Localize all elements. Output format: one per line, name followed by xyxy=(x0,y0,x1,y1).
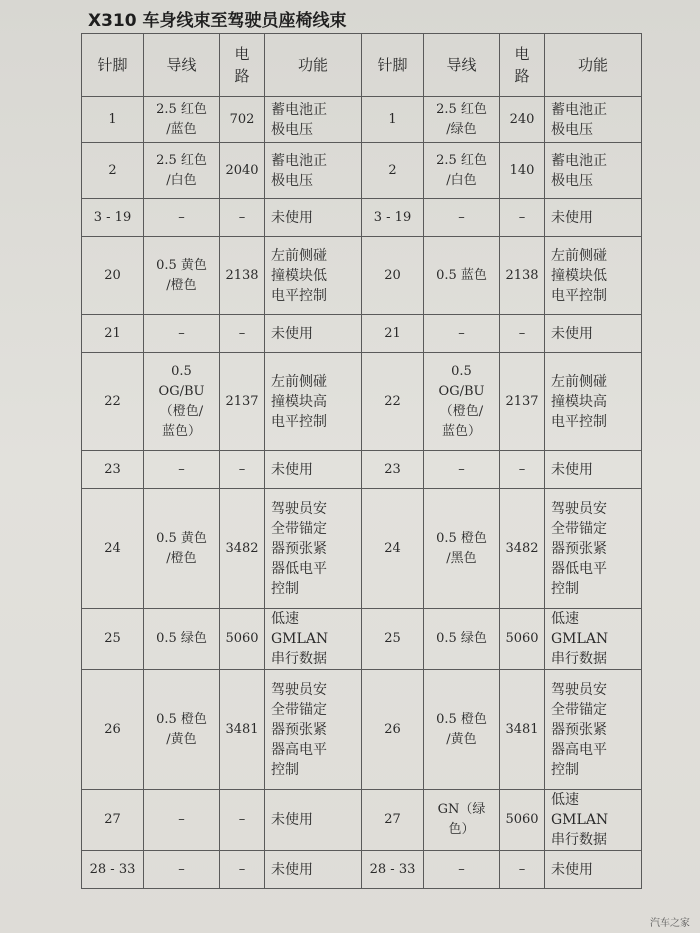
right-wire-cell: – xyxy=(424,199,500,237)
left-function-cell: 蓄电池正 极电压 xyxy=(265,143,362,199)
table-body xyxy=(82,97,642,889)
right-pin-cell: 27 xyxy=(362,790,424,851)
right-circuit-cell: – xyxy=(500,851,545,889)
right-function-cell: 未使用 xyxy=(545,851,642,889)
left-wire-cell: 0.5 OG/BU （橙色/ 蓝色） xyxy=(144,353,220,451)
right-function-cell: 驾驶员安 全带锚定 器预张紧 器低电平 控制 xyxy=(545,489,642,609)
table-row xyxy=(82,670,642,790)
table-row xyxy=(82,143,642,199)
right-wire-cell: 0.5 蓝色 xyxy=(424,237,500,315)
table-row xyxy=(82,609,642,670)
table-row xyxy=(82,315,642,353)
table-row xyxy=(82,851,642,889)
left-function-cell: 左前侧碰 撞模块低 电平控制 xyxy=(265,237,362,315)
left-pin-cell: 27 xyxy=(82,790,144,851)
left-pin-cell: 24 xyxy=(82,489,144,609)
right-pin-cell: 25 xyxy=(362,609,424,670)
right-function-cell: 未使用 xyxy=(545,451,642,489)
right-wire-cell: – xyxy=(424,451,500,489)
left-pin-cell: 22 xyxy=(82,353,144,451)
right-pin-cell: 24 xyxy=(362,489,424,609)
left-wire-cell: – xyxy=(144,199,220,237)
left-function-cell: 未使用 xyxy=(265,315,362,353)
right-pin-cell: 1 xyxy=(362,97,424,143)
left-wire-cell: – xyxy=(144,451,220,489)
right-wire-cell: 0.5 橙色 /黄色 xyxy=(424,670,500,790)
left-pin-cell: 26 xyxy=(82,670,144,790)
right-wire-cell: 0.5 绿色 xyxy=(424,609,500,670)
right-circuit-cell: 3482 xyxy=(500,489,545,609)
table-row xyxy=(82,451,642,489)
left-pin-cell: 20 xyxy=(82,237,144,315)
left-wire-cell: 0.5 黄色 /橙色 xyxy=(144,237,220,315)
right-function-cell: 蓄电池正 极电压 xyxy=(545,97,642,143)
right-circuit-cell: 140 xyxy=(500,143,545,199)
table-row xyxy=(82,790,642,851)
left-circuit-cell: – xyxy=(220,451,265,489)
header-circuit xyxy=(500,34,545,97)
right-wire-cell: 0.5 OG/BU （橙色/ 蓝色） xyxy=(424,353,500,451)
left-circuit-cell: 702 xyxy=(220,97,265,143)
left-pin-cell: 3 - 19 xyxy=(82,199,144,237)
right-pin-cell: 20 xyxy=(362,237,424,315)
table-row xyxy=(82,199,642,237)
table-row xyxy=(82,97,642,143)
right-function-cell: 左前侧碰 撞模块高 电平控制 xyxy=(545,353,642,451)
right-circuit-cell: – xyxy=(500,199,545,237)
table-header-row xyxy=(82,34,642,97)
left-function-cell: 未使用 xyxy=(265,451,362,489)
left-function-cell: 蓄电池正 极电压 xyxy=(265,97,362,143)
left-function-cell: 低速 GMLAN 串行数据 xyxy=(265,609,362,670)
table-row xyxy=(82,489,642,609)
left-circuit-cell: 2040 xyxy=(220,143,265,199)
left-pin-cell: 28 - 33 xyxy=(82,851,144,889)
right-pin-cell: 21 xyxy=(362,315,424,353)
right-pin-cell: 22 xyxy=(362,353,424,451)
header-function: 功能 xyxy=(545,34,642,97)
left-circuit-cell: 3481 xyxy=(220,670,265,790)
left-wire-cell: 0.5 黄色 /橙色 xyxy=(144,489,220,609)
left-function-cell: 未使用 xyxy=(265,851,362,889)
right-function-cell: 未使用 xyxy=(545,315,642,353)
left-wire-cell: – xyxy=(144,315,220,353)
right-pin-cell: 23 xyxy=(362,451,424,489)
left-wire-cell: 0.5 橙色 /黄色 xyxy=(144,670,220,790)
page-title: X310 车身线束至驾驶员座椅线束 xyxy=(88,11,347,31)
left-wire-cell: 2.5 红色 /白色 xyxy=(144,143,220,199)
left-circuit-cell: – xyxy=(220,199,265,237)
left-pin-cell: 25 xyxy=(82,609,144,670)
right-pin-cell: 2 xyxy=(362,143,424,199)
left-circuit-cell: – xyxy=(220,851,265,889)
pinout-table xyxy=(81,33,642,889)
right-circuit-cell: 2138 xyxy=(500,237,545,315)
watermark: 汽车之家 xyxy=(650,918,690,929)
left-circuit-cell: 2137 xyxy=(220,353,265,451)
right-circuit-cell: 5060 xyxy=(500,609,545,670)
right-function-cell: 左前侧碰 撞模块低 电平控制 xyxy=(545,237,642,315)
left-wire-cell: 0.5 绿色 xyxy=(144,609,220,670)
right-function-cell: 未使用 xyxy=(545,199,642,237)
header-function: 功能 xyxy=(265,34,362,97)
left-wire-cell: – xyxy=(144,790,220,851)
right-circuit-cell: 240 xyxy=(500,97,545,143)
right-circuit-cell: 3481 xyxy=(500,670,545,790)
right-pin-cell: 28 - 33 xyxy=(362,851,424,889)
right-circuit-cell: – xyxy=(500,451,545,489)
left-wire-cell: – xyxy=(144,851,220,889)
header-circuit-label: 电路 xyxy=(514,45,530,85)
right-function-cell: 低速 GMLAN 串行数据 xyxy=(545,790,642,851)
left-pin-cell: 21 xyxy=(82,315,144,353)
right-wire-cell: 2.5 红色 /绿色 xyxy=(424,97,500,143)
right-function-cell: 低速 GMLAN 串行数据 xyxy=(545,609,642,670)
header-circuit-label: 电路 xyxy=(234,45,250,85)
right-circuit-cell: 5060 xyxy=(500,790,545,851)
left-function-cell: 驾驶员安 全带锚定 器预张紧 器低电平 控制 xyxy=(265,489,362,609)
right-circuit-cell: 2137 xyxy=(500,353,545,451)
right-pin-cell: 3 - 19 xyxy=(362,199,424,237)
header-pin: 针脚 xyxy=(82,34,144,97)
left-function-cell: 左前侧碰 撞模块高 电平控制 xyxy=(265,353,362,451)
header-wire: 导线 xyxy=(424,34,500,97)
table-row xyxy=(82,353,642,451)
header-pin: 针脚 xyxy=(362,34,424,97)
left-pin-cell: 1 xyxy=(82,97,144,143)
left-wire-cell: 2.5 红色 /蓝色 xyxy=(144,97,220,143)
right-wire-cell: 2.5 红色 /白色 xyxy=(424,143,500,199)
left-pin-cell: 23 xyxy=(82,451,144,489)
left-circuit-cell: 3482 xyxy=(220,489,265,609)
right-pin-cell: 26 xyxy=(362,670,424,790)
right-wire-cell: – xyxy=(424,851,500,889)
header-wire: 导线 xyxy=(144,34,220,97)
left-pin-cell: 2 xyxy=(82,143,144,199)
left-circuit-cell: 2138 xyxy=(220,237,265,315)
right-wire-cell: 0.5 橙色 /黑色 xyxy=(424,489,500,609)
right-function-cell: 蓄电池正 极电压 xyxy=(545,143,642,199)
right-wire-cell: – xyxy=(424,315,500,353)
left-circuit-cell: – xyxy=(220,790,265,851)
table-row xyxy=(82,237,642,315)
left-function-cell: 驾驶员安 全带锚定 器预张紧 器高电平 控制 xyxy=(265,670,362,790)
header-circuit xyxy=(220,34,265,97)
right-wire-cell: GN（绿 色） xyxy=(424,790,500,851)
right-function-cell: 驾驶员安 全带锚定 器预张紧 器高电平 控制 xyxy=(545,670,642,790)
left-function-cell: 未使用 xyxy=(265,790,362,851)
right-circuit-cell: – xyxy=(500,315,545,353)
left-function-cell: 未使用 xyxy=(265,199,362,237)
left-circuit-cell: 5060 xyxy=(220,609,265,670)
left-circuit-cell: – xyxy=(220,315,265,353)
